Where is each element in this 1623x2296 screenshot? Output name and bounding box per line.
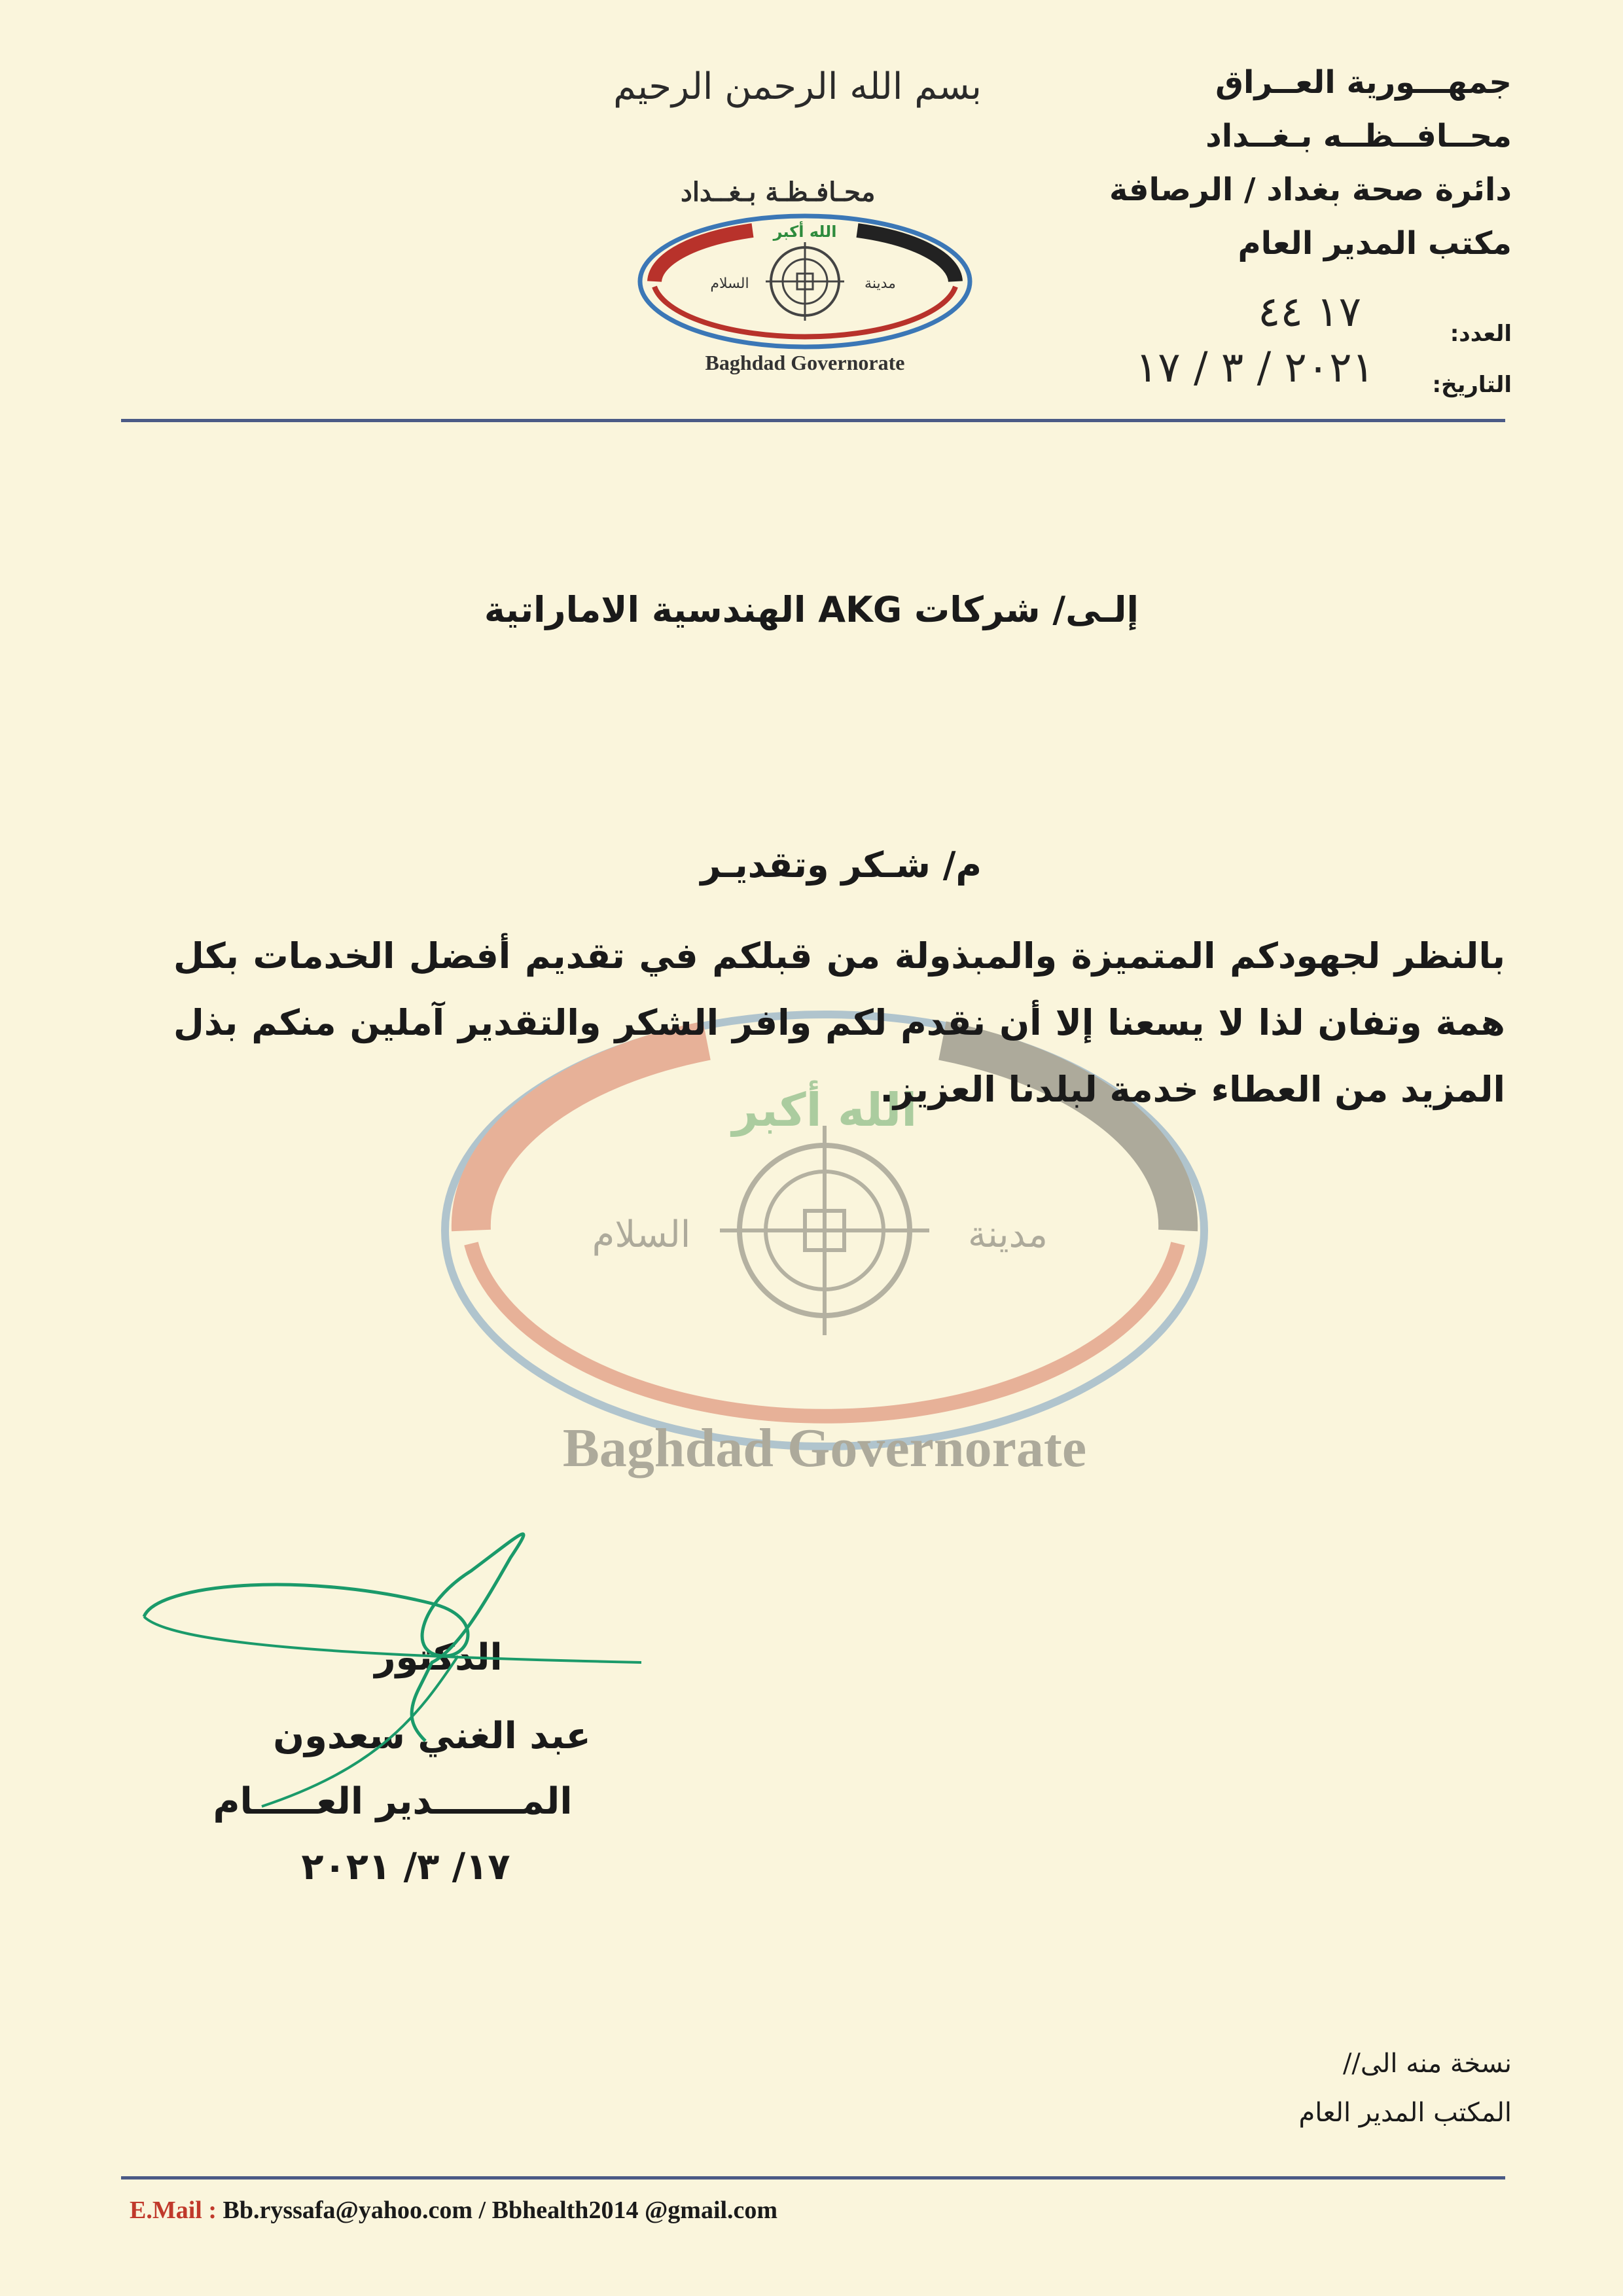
signature-name: عبد الغني سعدون: [273, 1715, 591, 1757]
date-value: ٢٠٢١ / ٣ / ١٧: [1135, 344, 1374, 392]
logo-motto: الله أكبر: [773, 223, 837, 241]
letter-subject: م/ شـكر وتقديـر: [700, 844, 982, 886]
header-line-office: مكتب المدير العام: [1238, 225, 1512, 262]
signature-position: المـــــــدير العـــــام: [213, 1780, 573, 1823]
signature-title: الدكتور: [374, 1636, 503, 1679]
header-line-country: جمهـــورية العــراق: [1215, 64, 1512, 101]
signature-date: ١٧/ ٣/ ٢٠٢١: [301, 1846, 510, 1888]
copy-to-label: نسخة منه الى//: [1342, 2049, 1512, 2079]
copy-to-item: المكتب المدير العام: [1298, 2098, 1512, 2128]
footer-email: [130, 2196, 777, 2225]
logo-right-text: مدينة: [865, 276, 896, 292]
footer-email-value: Bb.ryssafa@yahoo.com / Bbhealth2014 @gmail.com: [223, 2197, 778, 2224]
footer-email-label: E.Mail :: [130, 2197, 217, 2224]
logo-top-text: محـافـظـة بـغــداد: [681, 177, 876, 207]
logo-red-arc-icon: [654, 230, 753, 281]
footer-divider: [121, 2176, 1505, 2179]
header-line-directorate: دائرة صحة بغداد / الرصافة: [1109, 171, 1512, 208]
watermark-motto: الله أكبر: [732, 1083, 918, 1137]
logo-left-text: السلام: [710, 276, 749, 292]
handwritten-signature: [131, 1505, 654, 1820]
basmala-calligraphy: بسم الله الرحمن الرحيم: [613, 65, 982, 108]
header-divider: [121, 419, 1505, 422]
letter-recipient: إلـى/ شركات AKG الهندسية الاماراتية: [484, 589, 1139, 630]
watermark-left-text: السلام: [592, 1213, 691, 1256]
watermark-bottom-text: Baghdad Governorate: [562, 1418, 1087, 1479]
number-label: العدد:: [1450, 321, 1512, 347]
letter-body: بالنظر لجهودكم المتميزة والمبذولة من قبلكم في تقديم أفضل الخدمات بكل همة وتفان لذا لا يسعنا إلا أن نقدم لكم وافر الشكر والتقدير آملين منكم بذل المزيد من العطاء خدمة لبلدنا العزيز.: [173, 935, 1505, 1110]
logo-black-arc-icon: [857, 230, 955, 281]
date-label: التاريخ:: [1432, 372, 1512, 398]
agency-header: [1054, 56, 1512, 270]
watermark-right-text: مدينة: [968, 1213, 1048, 1256]
governorate-logo: [628, 209, 982, 380]
header-line-governorate: محــافــظــه بـغــداد: [1205, 118, 1512, 154]
number-value: ١٧ ٤٤: [1258, 288, 1361, 336]
logo-bottom-text: Baghdad Governorate: [705, 351, 905, 374]
